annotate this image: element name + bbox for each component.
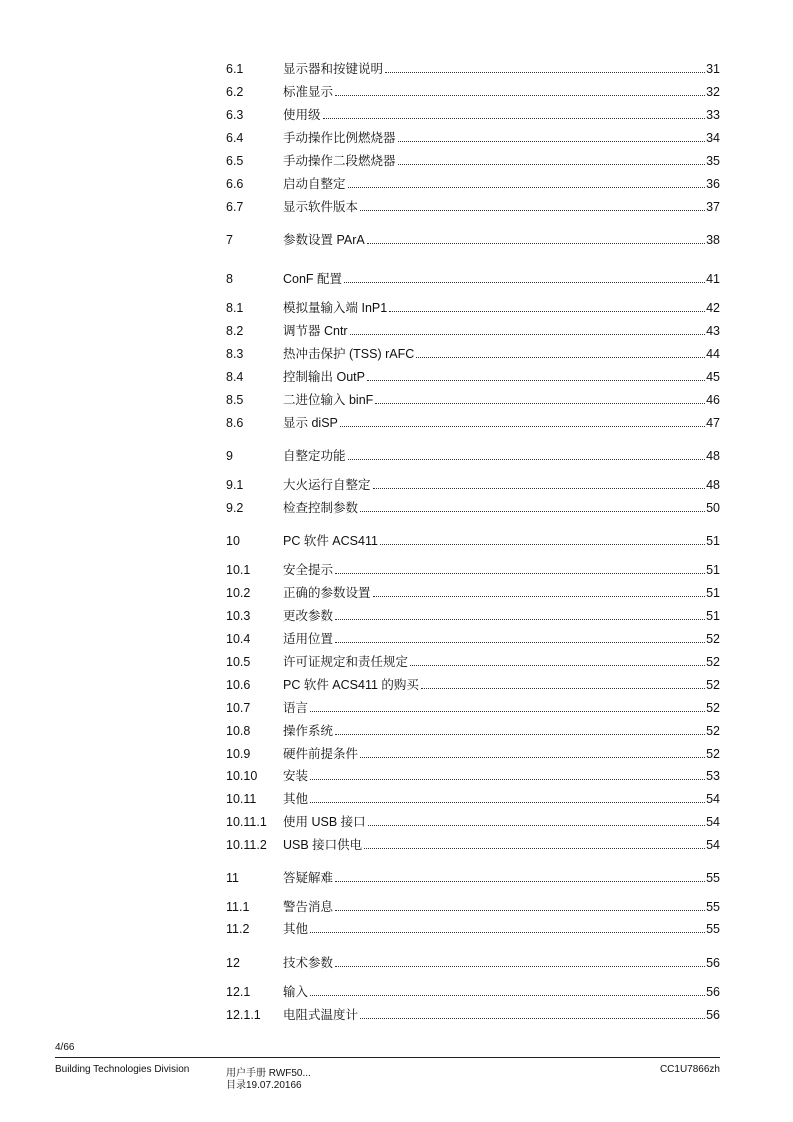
- toc-entry-page: 54: [706, 815, 720, 829]
- toc-entry-page: 52: [706, 724, 720, 738]
- toc-dot-leader: [416, 356, 705, 358]
- toc-entry-title: 调节器 Cntr: [283, 324, 348, 338]
- toc-entry-page: 56: [706, 1008, 720, 1022]
- toc-dot-leader: [360, 209, 705, 211]
- toc-entry-page: 42: [706, 301, 720, 315]
- toc-dot-leader: [335, 909, 705, 911]
- toc-entry-title: 控制输出 OutP: [283, 370, 365, 384]
- toc-entry-page: 55: [706, 900, 720, 914]
- toc-dot-leader: [335, 880, 705, 882]
- toc-entry-page: 53: [706, 769, 720, 783]
- toc-entry-page: 36: [706, 177, 720, 191]
- toc-entry[interactable]: [226, 297, 720, 315]
- toc-entry-title: 输入: [283, 985, 309, 999]
- toc-entry-number: 6.1: [226, 62, 244, 76]
- toc-dot-leader: [348, 186, 706, 188]
- toc-entry-number: 12.1.1: [226, 1008, 261, 1022]
- toc-dot-leader: [310, 710, 705, 712]
- toc-entry-title: 手动操作比例燃烧器: [283, 131, 396, 145]
- toc-entry-page: 52: [706, 655, 720, 669]
- toc-entry[interactable]: [226, 743, 720, 761]
- toc-entry-page: 35: [706, 154, 720, 168]
- toc-entry-title: 操作系统: [283, 724, 334, 738]
- toc-entry-page: 48: [706, 449, 720, 463]
- toc-dot-leader: [360, 510, 705, 512]
- toc-entry-page: 31: [706, 62, 720, 76]
- toc-entry[interactable]: [226, 605, 720, 623]
- toc-entry-title: 电阻式温度计: [283, 1008, 359, 1022]
- toc-entry-title: 自整定功能: [283, 449, 346, 463]
- toc-entry-number: 10.9: [226, 747, 251, 761]
- toc-entry[interactable]: [226, 497, 720, 515]
- toc-entry-title: 安全提示: [283, 563, 334, 577]
- toc-dot-leader: [368, 824, 705, 826]
- toc-dot-leader: [335, 618, 705, 620]
- toc-entry-number: 10.1: [226, 563, 251, 577]
- toc-entry-page: 43: [706, 324, 720, 338]
- toc-entry-title: 使用 USB 接口: [283, 815, 366, 829]
- toc-entry-title: 正确的参数设置: [283, 586, 371, 600]
- toc-entry-title: 警告消息: [283, 900, 334, 914]
- toc-dot-leader: [310, 801, 705, 803]
- toc-dot-leader: [335, 641, 705, 643]
- toc-entry-page: 51: [706, 586, 720, 600]
- toc-entry[interactable]: [226, 834, 720, 852]
- toc-entry[interactable]: [226, 697, 720, 715]
- toc-dot-leader: [364, 847, 705, 849]
- toc-dot-leader: [310, 778, 705, 780]
- toc-entry[interactable]: [226, 343, 720, 361]
- toc-entry-page: 37: [706, 200, 720, 214]
- toc-dot-leader: [385, 71, 705, 73]
- toc-entry-page: 56: [706, 985, 720, 999]
- toc-entry-title: ConF 配置: [283, 272, 343, 286]
- toc-entry-title: 使用级: [283, 108, 321, 122]
- toc-entry-title: 适用位置: [283, 632, 334, 646]
- toc-dot-leader: [348, 458, 706, 460]
- toc-entry[interactable]: [226, 196, 720, 214]
- toc-entry-title: 启动自整定: [283, 177, 346, 191]
- toc-entry-number: 6.5: [226, 154, 244, 168]
- toc-entry-number: 10: [226, 534, 240, 548]
- toc-dot-leader: [323, 117, 706, 119]
- toc-entry-number: 8.1: [226, 301, 244, 315]
- toc-entry-number: 6.3: [226, 108, 244, 122]
- toc-entry[interactable]: [226, 474, 720, 492]
- toc-entry-number: 10.5: [226, 655, 251, 669]
- footer-date: 目录19.07.20166: [226, 1080, 302, 1091]
- toc-entry[interactable]: [226, 720, 720, 738]
- toc-entry-page: 50: [706, 501, 720, 515]
- toc-entry[interactable]: [226, 1004, 720, 1022]
- toc-entry[interactable]: [226, 320, 720, 338]
- toc-entry[interactable]: [226, 896, 720, 914]
- toc-entry-page: 44: [706, 347, 720, 361]
- toc-entry-number: 6.2: [226, 85, 244, 99]
- toc-entry-page: 51: [706, 563, 720, 577]
- toc-entry-number: 8.4: [226, 370, 244, 384]
- toc-entry-title: 硬件前提条件: [283, 747, 359, 761]
- toc-entry-number: 10.2: [226, 586, 251, 600]
- toc-entry-title: 语言: [283, 701, 309, 715]
- footer-division: Building Technologies Division: [55, 1064, 190, 1075]
- toc-entry-number: 12: [226, 956, 240, 970]
- page-number: 4/66: [55, 1042, 75, 1053]
- toc-entry-page: 32: [706, 85, 720, 99]
- page-footer: [0, 1038, 793, 1098]
- toc-dot-leader: [335, 965, 705, 967]
- toc-entry-page: 41: [706, 272, 720, 286]
- toc-entry-number: 11: [226, 871, 239, 885]
- toc-entry[interactable]: [226, 445, 720, 463]
- toc-entry-title: 参数设置 PArA: [283, 233, 365, 247]
- toc-entry-title: 其他: [283, 792, 309, 806]
- toc-entry-number: 11.2: [226, 922, 250, 936]
- toc-entry-title: 许可证规定和责任规定: [283, 655, 409, 669]
- toc-dot-leader: [310, 994, 705, 996]
- toc-entry-title: PC 软件 ACS411 的购买: [283, 678, 419, 692]
- toc-entry-page: 51: [706, 609, 720, 623]
- toc-entry[interactable]: [226, 674, 720, 692]
- toc-dot-leader: [375, 402, 705, 404]
- toc-entry-title: 二进位输入 binF: [283, 393, 374, 407]
- toc-entry[interactable]: [226, 582, 720, 600]
- toc-entry[interactable]: [226, 628, 720, 646]
- toc-entry[interactable]: [226, 765, 720, 783]
- toc-entry-number: 10.6: [226, 678, 251, 692]
- toc-entry[interactable]: [226, 150, 720, 168]
- footer-document-code: CC1U7866zh: [659, 1064, 720, 1075]
- toc-entry-page: 38: [706, 233, 720, 247]
- footer-divider: [55, 1057, 720, 1058]
- toc-entry-number: 8.2: [226, 324, 244, 338]
- toc-entry[interactable]: [226, 981, 720, 999]
- toc-entry-title: 显示软件版本: [283, 200, 359, 214]
- toc-entry-page: 52: [706, 747, 720, 761]
- toc-entry[interactable]: [226, 229, 720, 247]
- toc-entry[interactable]: [226, 952, 720, 970]
- toc-entry-number: 10.11.1: [226, 815, 267, 829]
- toc-entry-page: 33: [706, 108, 720, 122]
- toc-dot-leader: [410, 664, 705, 666]
- toc-entry-page: 52: [706, 678, 720, 692]
- toc-entry[interactable]: [226, 412, 720, 430]
- toc-entry-number: 8.5: [226, 393, 244, 407]
- toc-entry-page: 55: [706, 922, 720, 936]
- toc-entry-number: 8.6: [226, 416, 244, 430]
- toc-entry-page: 45: [706, 370, 720, 384]
- toc-entry[interactable]: [226, 173, 720, 191]
- toc-entry[interactable]: [226, 530, 720, 548]
- toc-entry[interactable]: [226, 104, 720, 122]
- toc-entry[interactable]: [226, 867, 720, 885]
- footer-manual-title: 用户手册 RWF50...: [226, 1068, 311, 1079]
- toc-entry-number: 6.7: [226, 200, 244, 214]
- toc-entry-title: 热冲击保护 (TSS) rAFC: [283, 347, 415, 361]
- toc-entry-number: 12.1: [226, 985, 251, 999]
- toc-entry-title: USB 接口供电: [283, 838, 363, 852]
- toc-entry[interactable]: [226, 811, 720, 829]
- toc-entry-number: 10.11: [226, 792, 257, 806]
- toc-dot-leader: [344, 281, 705, 283]
- toc-entry-page: 56: [706, 956, 720, 970]
- toc-entry[interactable]: [226, 559, 720, 577]
- toc-entry[interactable]: [226, 389, 720, 407]
- toc-entry[interactable]: [226, 788, 720, 806]
- toc-entry-number: 9.2: [226, 501, 244, 515]
- toc-entry-number: 10.10: [226, 769, 258, 783]
- toc-entry[interactable]: [226, 58, 720, 76]
- toc-entry-page: 52: [706, 701, 720, 715]
- toc-entry-title: 检查控制参数: [283, 501, 359, 515]
- toc-dot-leader: [398, 140, 706, 142]
- toc-entry-title: 显示 diSP: [283, 416, 338, 430]
- toc-entry-number: 10.4: [226, 632, 251, 646]
- toc-entry-title: 答疑解难: [283, 871, 334, 885]
- toc-dot-leader: [373, 595, 706, 597]
- toc-dot-leader: [340, 425, 705, 427]
- toc-entry-number: 10.7: [226, 701, 251, 715]
- toc-entry-title: 标准显示: [283, 85, 334, 99]
- toc-dot-leader: [367, 242, 705, 244]
- toc-dot-leader: [360, 756, 705, 758]
- toc-dot-leader: [335, 94, 705, 96]
- toc-entry-title: 更改参数: [283, 609, 334, 623]
- toc-entry-title: PC 软件 ACS411: [283, 534, 378, 548]
- toc-dot-leader: [335, 733, 705, 735]
- toc-entry-title: 其他: [283, 922, 309, 936]
- toc-entry-number: 9: [226, 449, 233, 463]
- toc-entry[interactable]: [226, 127, 720, 145]
- toc-entry-title: 大火运行自整定: [283, 478, 371, 492]
- toc-entry-title: 安装: [283, 769, 309, 783]
- toc-entry[interactable]: [226, 918, 720, 936]
- toc-entry-number: 6.6: [226, 177, 244, 191]
- toc-entry-title: 技术参数: [283, 956, 334, 970]
- toc-entry-title: 模拟量输入端 InP1: [283, 301, 388, 315]
- toc-entry-number: 6.4: [226, 131, 244, 145]
- toc-entry-page: 46: [706, 393, 720, 407]
- toc-entry-number: 10.11.2: [226, 838, 267, 852]
- toc-entry-number: 10.8: [226, 724, 251, 738]
- toc-dot-leader: [335, 572, 705, 574]
- toc-entry-title: 显示器和按键说明: [283, 62, 384, 76]
- toc-dot-leader: [350, 333, 706, 335]
- toc-entry-title: 手动操作二段燃烧器: [283, 154, 396, 168]
- toc-entry[interactable]: [226, 268, 720, 286]
- toc-dot-leader: [380, 543, 705, 545]
- toc-entry[interactable]: [226, 651, 720, 669]
- toc-entry-page: 34: [706, 131, 720, 145]
- toc-entry-number: 11.1: [226, 900, 250, 914]
- toc-entry-page: 54: [706, 792, 720, 806]
- toc-entry[interactable]: [226, 366, 720, 384]
- toc-dot-leader: [398, 163, 706, 165]
- toc-entry-page: 55: [706, 871, 720, 885]
- toc-entry-number: 9.1: [226, 478, 244, 492]
- toc-entry-page: 54: [706, 838, 720, 852]
- toc-dot-leader: [367, 379, 705, 381]
- toc-dot-leader: [310, 931, 705, 933]
- toc-entry-number: 10.3: [226, 609, 251, 623]
- toc-dot-leader: [373, 487, 706, 489]
- toc-dot-leader: [360, 1017, 705, 1019]
- toc-entry-number: 7: [226, 233, 233, 247]
- toc-entry-page: 47: [706, 416, 720, 430]
- toc-entry-page: 48: [706, 478, 720, 492]
- toc-entry[interactable]: [226, 81, 720, 99]
- toc-entry-number: 8.3: [226, 347, 244, 361]
- toc-dot-leader: [421, 687, 705, 689]
- toc-entry-page: 51: [706, 534, 720, 548]
- toc-entry-page: 52: [706, 632, 720, 646]
- toc-dot-leader: [389, 310, 705, 312]
- toc-entry-number: 8: [226, 272, 233, 286]
